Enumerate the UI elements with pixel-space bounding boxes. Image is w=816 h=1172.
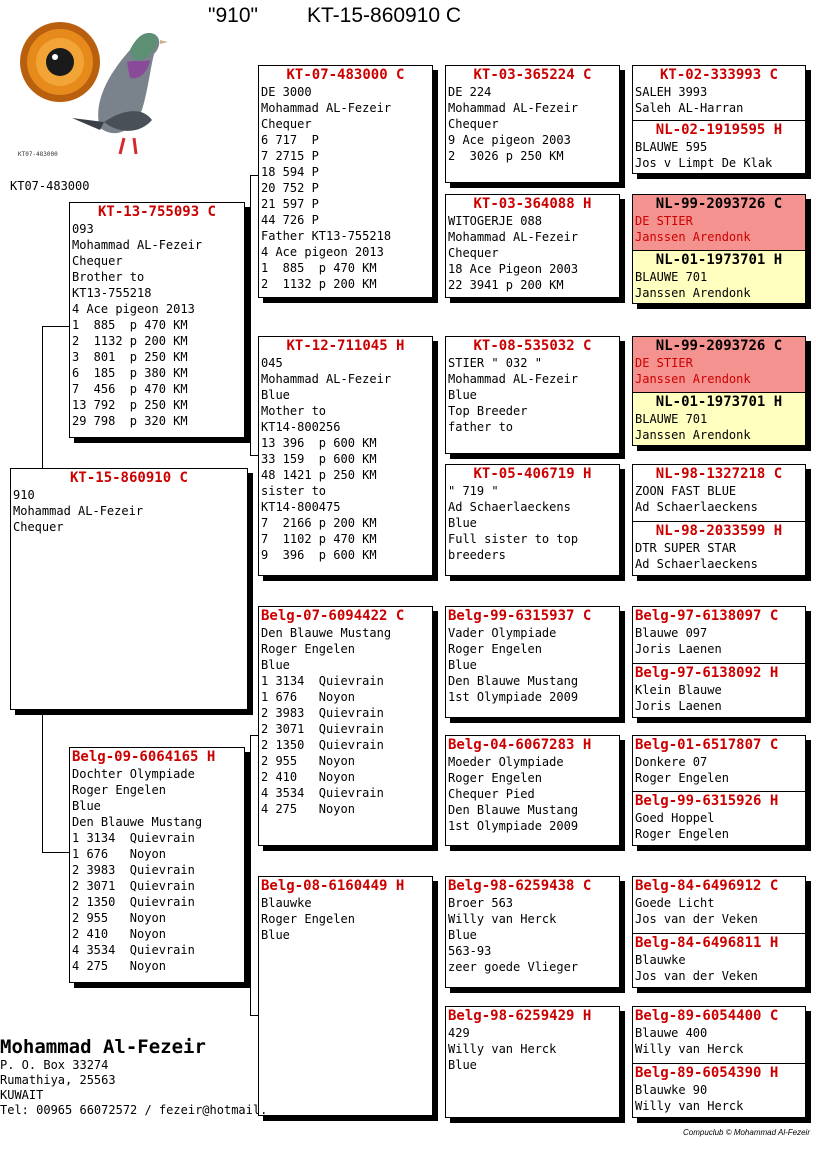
subject-ring: KT-15-860910 C [69,470,188,486]
pedigree-line: Chequer [448,117,499,131]
pedigree-line: Goed Hoppel [635,811,715,825]
pedigree-line: Donkere 07 [635,755,708,769]
ancestor-pair-card [632,606,806,718]
dam-line: 4 3534 Quievrain [72,943,195,957]
dam-line: 2 3983 Quievrain [72,863,195,877]
pigeon-ring-title: KT-15-860910 C [307,4,462,27]
ancestor-pair-card [632,336,806,446]
ring-number: Belg-97-6138097 C [635,608,779,624]
ring-number: Belg-99-6315937 C [448,608,592,624]
ring-number: Belg-08-6160449 H [261,878,405,894]
pedigree-line: Roger Engelen [261,912,355,926]
pedigree-line: Blue [448,928,477,942]
dam-line: Roger Engelen [72,783,166,797]
pedigree-line: Janssen Arendonk [635,428,751,442]
ancestor-pair-card [632,464,806,576]
pedigree-line: BLAUWE 701 [635,270,708,284]
connector-line [42,326,70,327]
pedigree-line: Vader Olympiade [448,626,557,640]
software-credit: Compuclub © Mohammad Al-Fezeir [683,1128,810,1137]
dam-line: Blue [72,799,101,813]
connector-line [437,935,438,1065]
pedigree-line: Janssen Arendonk [635,230,751,244]
ring-number: Belg-99-6315926 H [635,793,779,809]
pedigree-line: DE STIER [635,214,693,228]
pedigree-line: DTR SUPER STAR [635,541,737,555]
pedigree-line: sister to [261,484,327,498]
pedigree-line: Roger Engelen [635,827,729,841]
pedigree-line: Mohammad AL-Fezeir [261,101,392,115]
sire-dam-card [258,336,433,576]
dam-line: 4 275 Noyon [72,959,166,973]
pedigree-line: Saleh AL-Harran [635,101,744,115]
pedigree-line: Roger Engelen [448,642,542,656]
connector-line [42,710,43,852]
pedigree-line: 4 3534 Quievrain [261,786,384,800]
pigeon-name-title: "910" [208,4,258,27]
connector-line [624,95,625,155]
ring-number: KT-12-711045 H [286,338,405,354]
great-grandparent-card [445,65,620,183]
connector-line [624,905,625,965]
dam-dam-card [258,876,433,1116]
owner-contact-line: Tel: 00965 66072572 / fezeir@hotmail. [0,1103,268,1117]
pedigree-line: STIER " 032 " [448,356,542,370]
sire-line: 6 185 p 380 KM [72,366,188,380]
ring-number: NL-99-2093726 C [655,196,783,212]
sire-card [69,202,245,438]
pedigree-line: Blue [448,1058,477,1072]
ring-number: NL-01-1973701 H [655,394,783,410]
pedigree-line: 2 3983 Quievrain [261,706,384,720]
connector-line [437,665,438,785]
owner-name: Mohammad Al-Fezeir [0,1036,206,1058]
pedigree-line: Joris Laenen [635,699,722,713]
pedigree-line: 2 3026 p 250 KM [448,149,564,163]
connector-line [250,1015,258,1016]
photo-caption: KT07-483000 [10,179,90,193]
sire-sire-card [258,65,433,298]
pedigree-line: 2 1132 p 200 KM [261,277,377,291]
connector-line [250,735,258,736]
pedigree-line: 33 159 p 600 KM [261,452,377,466]
pedigree-line: 13 396 p 600 KM [261,436,377,450]
pedigree-line: Roger Engelen [261,642,355,656]
pedigree-line: Broer 563 [448,896,514,910]
ring-number: NL-01-1973701 H [655,252,783,268]
pedigree-line: Blauwe 400 [635,1026,708,1040]
pedigree-line: father to [448,420,514,434]
pedigree-line: DE 224 [448,85,492,99]
pedigree-line: Willy van Herck [448,1042,557,1056]
dam-line: 1 676 Noyon [72,847,166,861]
pedigree-line: Chequer Pied [448,787,535,801]
subject-line: 910 [13,488,35,502]
pedigree-line: Roger Engelen [448,771,542,785]
ring-number: Belg-07-6094422 C [261,608,405,624]
pedigree-line: Blauwke [635,953,686,967]
ring-number: KT-07-483000 C [286,67,405,83]
sire-line: 7 456 p 470 KM [72,382,188,396]
dam-card [69,747,245,983]
pedigree-line: 20 752 P [261,181,319,195]
pedigree-line: Full sister to top [448,532,579,546]
ring-number: KT-08-535032 C [473,338,592,354]
pedigree-line: Willy van Herck [635,1099,744,1113]
pedigree-line: 1 885 p 470 KM [261,261,377,275]
pedigree-line: 2 955 Noyon [261,754,355,768]
pedigree-line: 1 3134 Quievrain [261,674,384,688]
ring-number: Belg-84-6496811 H [635,935,779,951]
ring-number: KT-03-365224 C [473,67,592,83]
ring-number: KT-05-406719 H [473,466,592,482]
connector-line [250,735,251,1015]
pedigree-line: Roger Engelen [635,771,729,785]
sire-line: 2 1132 p 200 KM [72,334,188,348]
pedigree-line: Den Blauwe Mustang [448,803,579,817]
connector-line [624,225,625,285]
pedigree-line: Blue [448,388,477,402]
ancestor-pair-card [632,1006,806,1118]
sire-line: 4 Ace pigeon 2013 [72,302,195,316]
pedigree-line: 045 [261,356,283,370]
sire-line: 093 [72,222,94,236]
ring-number: KT-02-333993 C [659,67,778,83]
pedigree-line: 9 Ace pigeon 2003 [448,133,571,147]
great-grandparent-card [445,194,620,298]
pedigree-line: BLAUWE 701 [635,412,708,426]
pedigree-line: Janssen Arendonk [635,286,751,300]
subject-pigeon-card [10,468,248,710]
pedigree-line: Willy van Herck [448,912,557,926]
pedigree-line: breeders [448,548,506,562]
pedigree-line: 429 [448,1026,470,1040]
ring-number: Belg-01-6517807 C [635,737,779,753]
subject-line: Chequer [13,520,64,534]
pedigree-line: Mohammad AL-Fezeir [448,101,579,115]
connector-line [250,175,258,176]
sire-line: KT13-755218 [72,286,152,300]
connector-line [624,365,625,425]
connector-line [624,765,625,825]
pedigree-line: 44 726 P [261,213,319,227]
pedigree-line: Father KT13-755218 [261,229,392,243]
pedigree-line: Ad Schaerlaeckens [448,500,571,514]
great-grandparent-card [445,1006,620,1118]
pedigree-line: Klein Blauwe [635,683,722,697]
dam-line: Den Blauwe Mustang [72,815,203,829]
pedigree-line: Willy van Herck [635,1042,744,1056]
pedigree-line: 7 2166 p 200 KM [261,516,377,530]
pedigree-line: Joris Laenen [635,642,722,656]
pedigree-line: DE STIER [635,356,693,370]
pedigree-line: Blauwke 90 [635,1083,708,1097]
pedigree-line: ZOON FAST BLUE [635,484,737,498]
ancestor-pair-card [632,876,806,988]
pedigree-line: KT14-800475 [261,500,341,514]
connector-line [624,1035,625,1095]
ring-number: Belg-97-6138092 H [635,665,779,681]
ring-number: Belg-04-6067283 H [448,737,592,753]
owner-contact-block [0,1036,267,1118]
sire-line: 3 801 p 250 KM [72,350,188,364]
connector-line [624,635,625,695]
dam-line: 2 3071 Quievrain [72,879,195,893]
owner-address-line: Rumathiya, 25563 [0,1073,116,1087]
pedigree-line: 22 3941 p 200 KM [448,278,564,292]
great-grandparent-card [445,735,620,846]
pedigree-line: Goede Licht [635,896,715,910]
owner-address-line: KUWAIT [0,1088,44,1102]
pedigree-line: Blauwe 097 [635,626,708,640]
pedigree-line: 18 Ace Pigeon 2003 [448,262,579,276]
pedigree-line: Den Blauwe Mustang [448,674,579,688]
great-grandparent-card [445,606,620,718]
pedigree-line: 2 1350 Quievrain [261,738,384,752]
pedigree-line: zeer goede Vlieger [448,960,579,974]
ring-number: Belg-98-6259429 H [448,1008,592,1024]
sire-line: 1 885 p 470 KM [72,318,188,332]
connector-line [250,455,258,456]
ancestor-pair-card [632,194,806,304]
pedigree-line: Mother to [261,404,327,418]
pedigree-line: Mohammad AL-Fezeir [261,372,392,386]
pedigree-line: Chequer [261,117,312,131]
dam-line: 2 410 Noyon [72,927,166,941]
owner-address-line: P. O. Box 33274 [0,1058,109,1072]
pedigree-line: Moeder Olympiade [448,755,564,769]
pedigree-line: WITOGERJE 088 [448,214,542,228]
pedigree-line: 563-93 [448,944,492,958]
pedigree-line: 4 Ace pigeon 2013 [261,245,384,259]
ring-number: Belg-89-6054390 H [635,1065,779,1081]
sire-ring: KT-13-755093 C [97,204,216,220]
pedigree-line: Blue [261,658,290,672]
subject-line: Mohammad AL-Fezeir [13,504,144,518]
ring-number: Belg-98-6259438 C [448,878,592,894]
pedigree-line: 2 410 Noyon [261,770,355,784]
great-grandparent-card [445,464,620,576]
pedigree-line: Chequer [448,246,499,260]
pedigree-line: 48 1421 p 250 KM [261,468,377,482]
sire-line: Chequer [72,254,123,268]
pedigree-line: 7 2715 P [261,149,319,163]
ancestor-pair-card [632,65,806,174]
pedigree-line: Ad Schaerlaeckens [635,557,758,571]
pedigree-line: 6 717 P [261,133,319,147]
ring-number: NL-02-1919595 H [655,122,783,138]
pedigree-line: Blue [448,516,477,530]
pedigree-line: Top Breeder [448,404,528,418]
ancestor-pair-card [632,735,806,846]
pedigree-line: DE 3000 [261,85,312,99]
dam-ring: Belg-09-6064165 H [72,749,216,765]
pedigree-line: 9 396 p 600 KM [261,548,377,562]
pedigree-line: Jos v Limpt De Klak [635,156,773,170]
pedigree-line: Den Blauwe Mustang [261,626,392,640]
ring-number: Belg-84-6496912 C [635,878,779,894]
pedigree-line: 4 275 Noyon [261,802,355,816]
sire-line: 13 792 p 250 KM [72,398,188,412]
sire-line: 29 798 p 320 KM [72,414,188,428]
pedigree-line: " 719 " [448,484,499,498]
connector-line [42,852,70,853]
pedigree-line: Blue [261,928,290,942]
ring-number: NL-98-1327218 C [655,466,783,482]
great-grandparent-card [445,336,620,454]
sire-line: Brother to [72,270,145,284]
connector-line [437,125,438,245]
pedigree-line: 1 676 Noyon [261,690,355,704]
pedigree-line: Blue [261,388,290,402]
ring-number: NL-99-2093726 C [655,338,783,354]
pedigree-line: Mohammad AL-Fezeir [448,230,579,244]
pedigree-line: 2 3071 Quievrain [261,722,384,736]
ring-number: Belg-89-6054400 C [635,1008,779,1024]
dam-sire-card [258,606,433,846]
connector-line [624,495,625,555]
pedigree-line: KT14-800256 [261,420,341,434]
pedigree-line: Ad Schaerlaeckens [635,500,758,514]
connector-line [250,175,251,455]
dam-line: 1 3134 Quievrain [72,831,195,845]
pedigree-line: BLAUWE 595 [635,140,708,154]
pedigree-line: Jos van der Veken [635,969,758,983]
ring-number: KT-03-364088 H [473,196,592,212]
pedigree-line: 18 594 P [261,165,319,179]
pedigree-line: 1st Olympiade 2009 [448,819,579,833]
pedigree-line: 7 1102 p 470 KM [261,532,377,546]
pedigree-line: 21 597 P [261,197,319,211]
pedigree-line: Blue [448,658,477,672]
pedigree-line: Blauwke [261,896,312,910]
dam-line: 2 1350 Quievrain [72,895,195,909]
sire-line: Mohammad AL-Fezeir [72,238,203,252]
pedigree-line: Janssen Arendonk [635,372,751,386]
dam-line: Dochter Olympiade [72,767,195,781]
connector-line [437,395,438,515]
pigeon-photo [12,10,172,170]
pedigree-line: SALEH 3993 [635,85,708,99]
pedigree-line: Jos van der Veken [635,912,758,926]
ring-number: NL-98-2033599 H [655,523,783,539]
connector-line [42,326,43,468]
photo-stamp: KT07-483000 [18,151,58,158]
pedigree-line: 1st Olympiade 2009 [448,690,579,704]
great-grandparent-card [445,876,620,988]
pedigree-line: Mohammad AL-Fezeir [448,372,579,386]
dam-line: 2 955 Noyon [72,911,166,925]
